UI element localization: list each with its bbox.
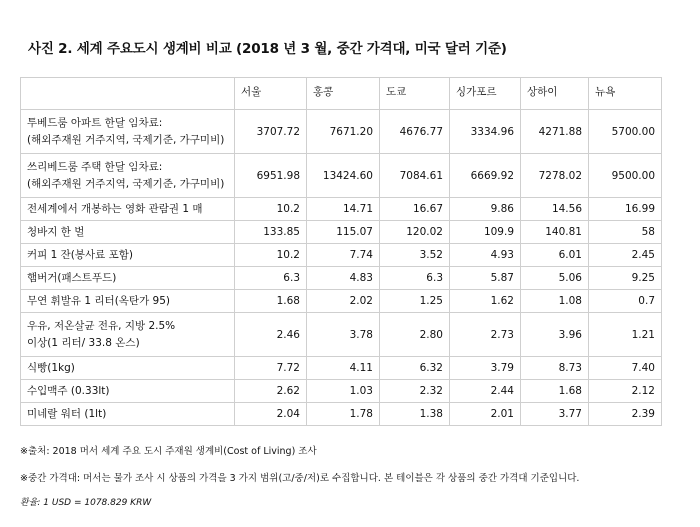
table-row: [21, 380, 662, 403]
exchange-rate-note: 환율: 1 USD = 1078.829 KRW: [20, 498, 152, 508]
value-cell: 1.68: [235, 290, 307, 313]
value-cell: 5.87: [450, 267, 521, 290]
value-cell: 14.71: [307, 198, 380, 221]
value-cell: 4.83: [307, 267, 380, 290]
value-cell: 3334.96: [450, 110, 521, 154]
header-cell-seoul: 서울: [235, 78, 307, 110]
value-cell: 2.80: [380, 313, 450, 357]
item-cell: [21, 110, 235, 154]
item-label: 우유, 저온살균 전유, 지방 2.5%: [27, 319, 176, 332]
value-cell: 1.62: [450, 290, 521, 313]
value-cell: 4676.77: [380, 110, 450, 154]
value-cell: 58: [589, 221, 662, 244]
value-cell: 2.02: [307, 290, 380, 313]
value-cell: 3707.72: [235, 110, 307, 154]
value-cell: 2.62: [235, 380, 307, 403]
item-label: 청바지 한 벌: [27, 225, 85, 238]
header-cell-item: [21, 78, 235, 110]
item-cell: [21, 221, 235, 244]
item-cell: [21, 357, 235, 380]
value-cell: 14.56: [521, 198, 589, 221]
table-row: [21, 154, 662, 198]
header-cell-tokyo: 도쿄: [380, 78, 450, 110]
value-cell: 1.03: [307, 380, 380, 403]
value-cell: 1.78: [307, 403, 380, 426]
table-row: [21, 403, 662, 426]
item-cell: [21, 290, 235, 313]
value-cell: 7.40: [589, 357, 662, 380]
value-cell: 2.04: [235, 403, 307, 426]
value-cell: 9500.00: [589, 154, 662, 198]
item-label: 쓰리베드룸 주택 한달 임차료:: [27, 160, 163, 173]
source-note: ※출처: 2018 머서 세계 주요 도시 주재원 생계비(Cost of Living) 조사: [20, 446, 317, 457]
item-label: 햄버거(패스트푸드): [27, 271, 117, 284]
item-label: 미네랄 워터 (1lt): [27, 407, 107, 420]
table-row: [21, 244, 662, 267]
value-cell: 8.73: [521, 357, 589, 380]
item-cell: [21, 380, 235, 403]
page-title: 사진 2. 세계 주요도시 생계비 비교 (2018 년 3 월, 중간 가격대, 미국 달러 기준): [28, 41, 507, 57]
value-cell: 2.39: [589, 403, 662, 426]
header-cell-singapore: 싱가포르: [450, 78, 521, 110]
value-cell: 13424.60: [307, 154, 380, 198]
value-cell: 6669.92: [450, 154, 521, 198]
value-cell: 2.12: [589, 380, 662, 403]
item-cell: [21, 403, 235, 426]
value-cell: 5700.00: [589, 110, 662, 154]
item-label: 수입맥주 (0.33lt): [27, 384, 110, 397]
value-cell: 2.46: [235, 313, 307, 357]
item-cell: [21, 154, 235, 198]
table-row: [21, 198, 662, 221]
table-row: [21, 267, 662, 290]
value-cell: 140.81: [521, 221, 589, 244]
value-cell: 109.9: [450, 221, 521, 244]
header-cell-hongkong: 홍콩: [307, 78, 380, 110]
value-cell: 6.32: [380, 357, 450, 380]
value-cell: 7.74: [307, 244, 380, 267]
value-cell: 1.08: [521, 290, 589, 313]
value-cell: 6.01: [521, 244, 589, 267]
value-cell: 3.52: [380, 244, 450, 267]
item-sublabel: 이상(1 리터/ 33.8 온스): [27, 336, 140, 349]
value-cell: 7.72: [235, 357, 307, 380]
value-cell: 1.68: [521, 380, 589, 403]
header-cell-shanghai: 상하이: [521, 78, 589, 110]
value-cell: 2.73: [450, 313, 521, 357]
item-cell: [21, 267, 235, 290]
mid-price-note: ※중간 가격대: 머서는 물가 조사 시 상품의 가격을 3 가지 범위(고/중/저)로 수집합니다. 본 테이블은 각 상품의 중간 가격대 기준입니다.: [20, 473, 580, 484]
value-cell: 2.01: [450, 403, 521, 426]
value-cell: 9.86: [450, 198, 521, 221]
value-cell: 2.32: [380, 380, 450, 403]
value-cell: 3.78: [307, 313, 380, 357]
value-cell: 10.2: [235, 198, 307, 221]
table-body: [21, 110, 662, 426]
item-cell: [21, 198, 235, 221]
value-cell: 9.25: [589, 267, 662, 290]
value-cell: 7084.61: [380, 154, 450, 198]
item-sublabel: (해외주재원 거주지역, 국제기준, 가구미비): [27, 133, 225, 146]
item-label: 무연 휘발유 1 리터(옥탄가 95): [27, 294, 171, 307]
value-cell: 10.2: [235, 244, 307, 267]
value-cell: 133.85: [235, 221, 307, 244]
value-cell: 6.3: [380, 267, 450, 290]
table-row: [21, 110, 662, 154]
item-label: 커피 1 잔(봉사료 포함): [27, 248, 134, 261]
item-cell: [21, 244, 235, 267]
value-cell: 3.79: [450, 357, 521, 380]
value-cell: 4.93: [450, 244, 521, 267]
value-cell: 115.07: [307, 221, 380, 244]
item-label: 식빵(1kg): [27, 361, 75, 374]
value-cell: 4271.88: [521, 110, 589, 154]
item-label: 전세계에서 개봉하는 영화 관람권 1 매: [27, 202, 203, 215]
value-cell: 4.11: [307, 357, 380, 380]
value-cell: 0.7: [589, 290, 662, 313]
table-row: [21, 313, 662, 357]
value-cell: 1.38: [380, 403, 450, 426]
value-cell: 5.06: [521, 267, 589, 290]
value-cell: 6951.98: [235, 154, 307, 198]
value-cell: 7671.20: [307, 110, 380, 154]
table-row: [21, 221, 662, 244]
value-cell: 2.44: [450, 380, 521, 403]
header-cell-newyork: 뉴욕: [589, 78, 662, 110]
item-cell: [21, 313, 235, 357]
cost-of-living-table: [20, 77, 662, 426]
value-cell: 1.25: [380, 290, 450, 313]
value-cell: 1.21: [589, 313, 662, 357]
table-header-row: [21, 78, 662, 110]
item-sublabel: (해외주재원 거주지역, 국제기준, 가구미비): [27, 177, 225, 190]
value-cell: 3.96: [521, 313, 589, 357]
value-cell: 2.45: [589, 244, 662, 267]
value-cell: 6.3: [235, 267, 307, 290]
value-cell: 16.67: [380, 198, 450, 221]
table-row: [21, 290, 662, 313]
item-label: 투베드룸 아파트 한달 임차료:: [27, 116, 163, 129]
value-cell: 120.02: [380, 221, 450, 244]
value-cell: 3.77: [521, 403, 589, 426]
value-cell: 7278.02: [521, 154, 589, 198]
table-row: [21, 357, 662, 380]
value-cell: 16.99: [589, 198, 662, 221]
